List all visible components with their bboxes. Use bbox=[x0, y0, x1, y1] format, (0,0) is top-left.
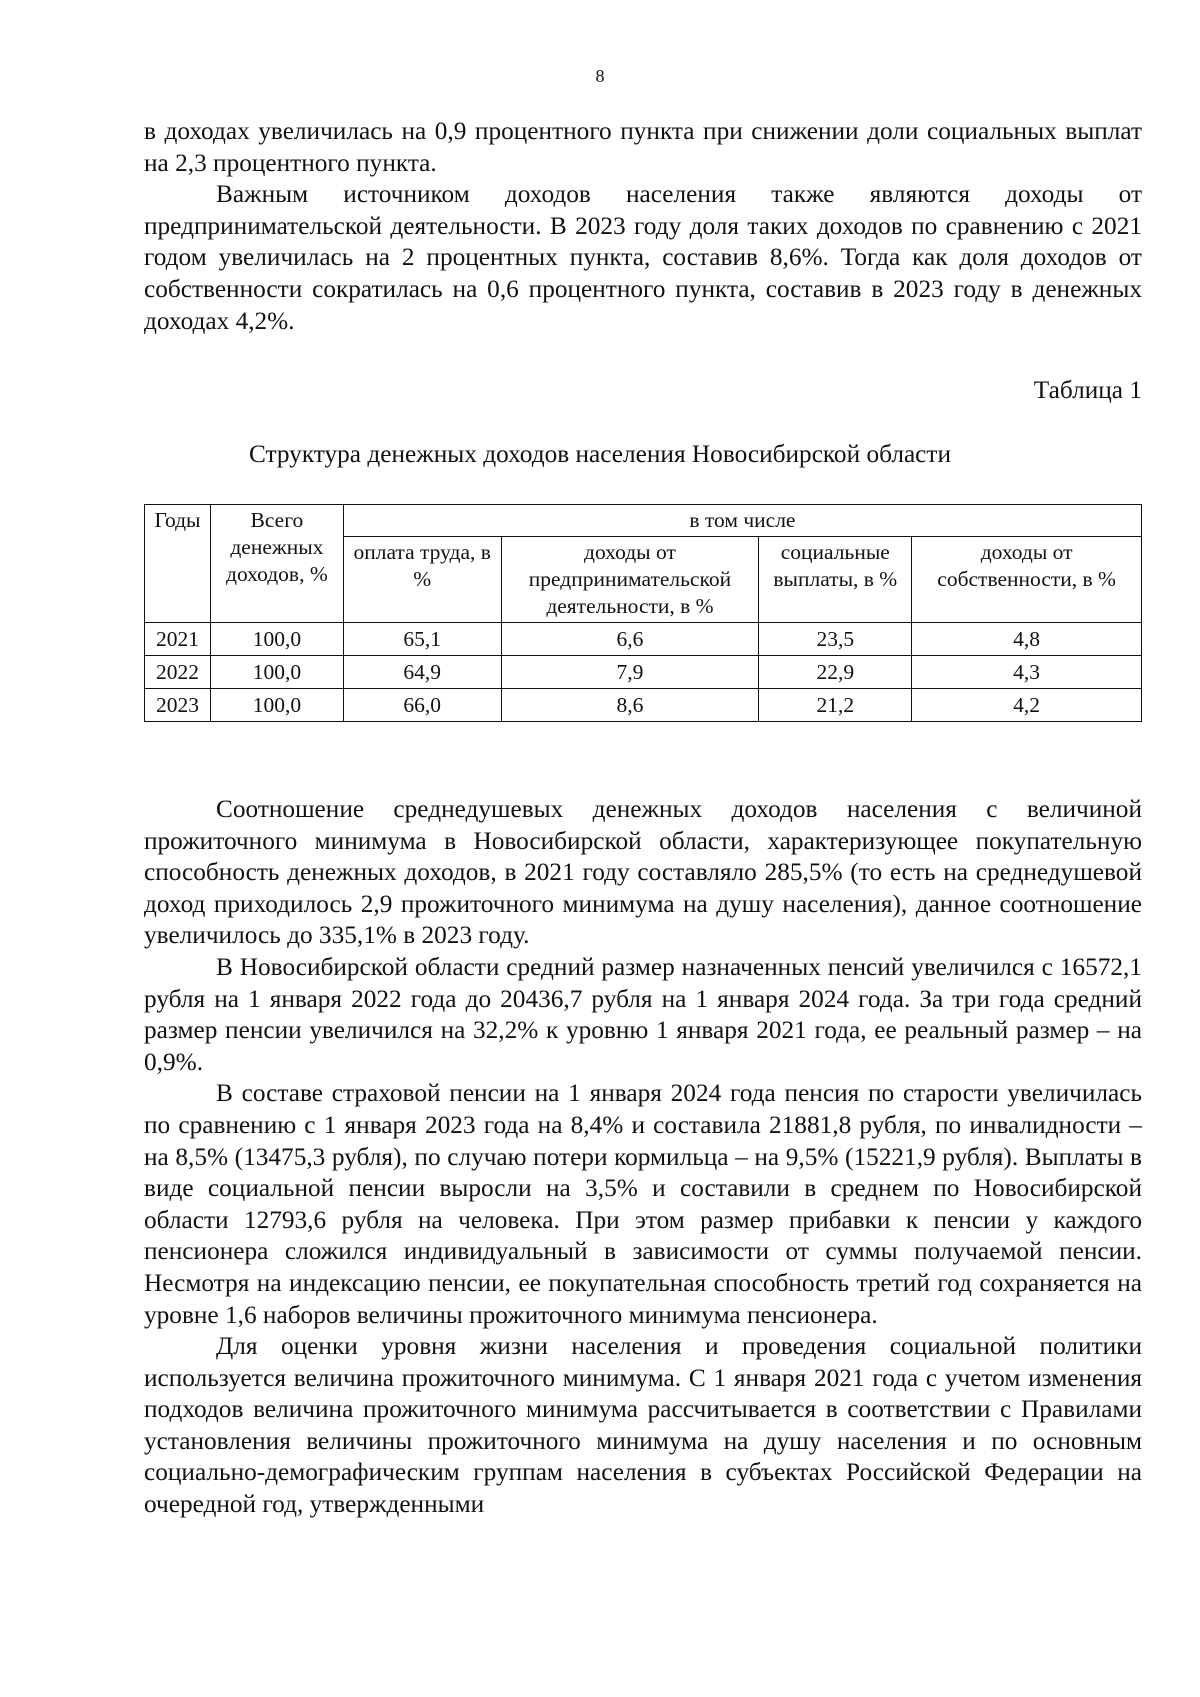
cell-labor: 64,9 bbox=[343, 656, 501, 689]
header-total: Всего денежных доходов, % bbox=[210, 505, 343, 623]
cell-property: 4,2 bbox=[912, 689, 1142, 722]
cell-labor: 65,1 bbox=[343, 623, 501, 656]
paragraph: Важным источником доходов населения также являются доходы от предпринимательской деятельности. В 2023 году доля таких доходов по сравнению с 2021 годом увеличилась на 2 процентных пункта, составив 8,6%. Тогда как доля доходов от собственности сократилась на 0,6 процентного пункта, составив в 2023 году в денежных доходах 4,2%. bbox=[144, 180, 1142, 335]
income-structure-table bbox=[144, 504, 1142, 722]
header-property: доходы от собственности, в % bbox=[912, 537, 1142, 623]
table-title: Структура денежных доходов населения Новосибирской области bbox=[248, 440, 952, 468]
body-text bbox=[144, 794, 1142, 1521]
cell-social: 22,9 bbox=[759, 656, 912, 689]
table-label: Таблица 1 bbox=[1033, 376, 1142, 404]
cell-business: 6,6 bbox=[501, 623, 759, 656]
table-row bbox=[145, 623, 1142, 656]
paragraph: В составе страховой пенсии на 1 января 2024 года пенсия по старости увеличилась по сравнению с 1 января 2023 года на 8,4% и составила 21881,8 рубля, по инвалидности – на 8,5% (13475,3 рубля), по случаю потери кормильца – на 9,5% (15221,9 рубля). Выплаты в виде социальной пенсии выросли на 3,5% и составили в среднем по Новосибирской области 12793,6 рубля на человека. При этом размер прибавки к пенсии у каждого пенсионера сложился индивидуальный в зависимости от суммы получаемой пенсии. Несмотря на индексацию пенсии, ее покупательная способность третий год сохраняется на уровне 1,6 наборов величины прожиточного минимума пенсионера. bbox=[144, 1079, 1142, 1329]
cell-year: 2022 bbox=[145, 656, 211, 689]
page-number: 8 bbox=[595, 66, 605, 86]
header-labor: оплата труда, в % bbox=[343, 537, 501, 623]
cell-total: 100,0 bbox=[210, 656, 343, 689]
paragraph: Для оценки уровня жизни населения и проведения социальной политики используется величина прожиточного минимума. С 1 января 2021 года с учетом изменения подходов величина прожиточного минимума рассчитывается в соответствии с Правилами установления величины прожиточного минимума на душу населения и по основным социально-демографическим группам населения в субъектах Российской Федерации на очередной год, утвержденными bbox=[144, 1332, 1142, 1519]
cell-business: 8,6 bbox=[501, 689, 759, 722]
table-row bbox=[145, 656, 1142, 689]
table-row bbox=[145, 689, 1142, 722]
header-year: Годы bbox=[145, 505, 211, 623]
cell-labor: 66,0 bbox=[343, 689, 501, 722]
cell-social: 23,5 bbox=[759, 623, 912, 656]
cell-business: 7,9 bbox=[501, 656, 759, 689]
paragraph: Соотношение среднедушевых денежных доходов населения с величиной прожиточного минимума в Новосибирской области, характеризующее покупательную способность денежных доходов, в 2021 году составляло 285,5% (то есть на среднедушевой доход приходилось 2,9 прожиточного минимума на душу населения), данное соотношение увеличилось до 335,1% в 2023 году. bbox=[144, 795, 1142, 950]
header-group: в том числе bbox=[343, 505, 1141, 537]
cell-property: 4,8 bbox=[912, 623, 1142, 656]
cell-year: 2023 bbox=[145, 689, 211, 722]
header-business: доходы от предпринимательской деятельности, в % bbox=[501, 537, 759, 623]
intro-text bbox=[144, 116, 1142, 337]
header-social: социальные выплаты, в % bbox=[759, 537, 912, 623]
cell-year: 2021 bbox=[145, 623, 211, 656]
cell-social: 21,2 bbox=[759, 689, 912, 722]
paragraph: В Новосибирской области средний размер назначенных пенсий увеличился с 16572,1 рубля на 1 января 2022 года до 20436,7 рубля на 1 января 2024 года. За три года средний размер пенсии увеличился на 32,2% к уровню 1 января 2021 года, ее реальный размер – на 0,9%. bbox=[144, 952, 1142, 1076]
paragraph: в доходах увеличилась на 0,9 процентного пункта при снижении доли социальных выплат на 2,3 процентного пункта. bbox=[144, 117, 1142, 177]
cell-property: 4,3 bbox=[912, 656, 1142, 689]
cell-total: 100,0 bbox=[210, 623, 343, 656]
cell-total: 100,0 bbox=[210, 689, 343, 722]
